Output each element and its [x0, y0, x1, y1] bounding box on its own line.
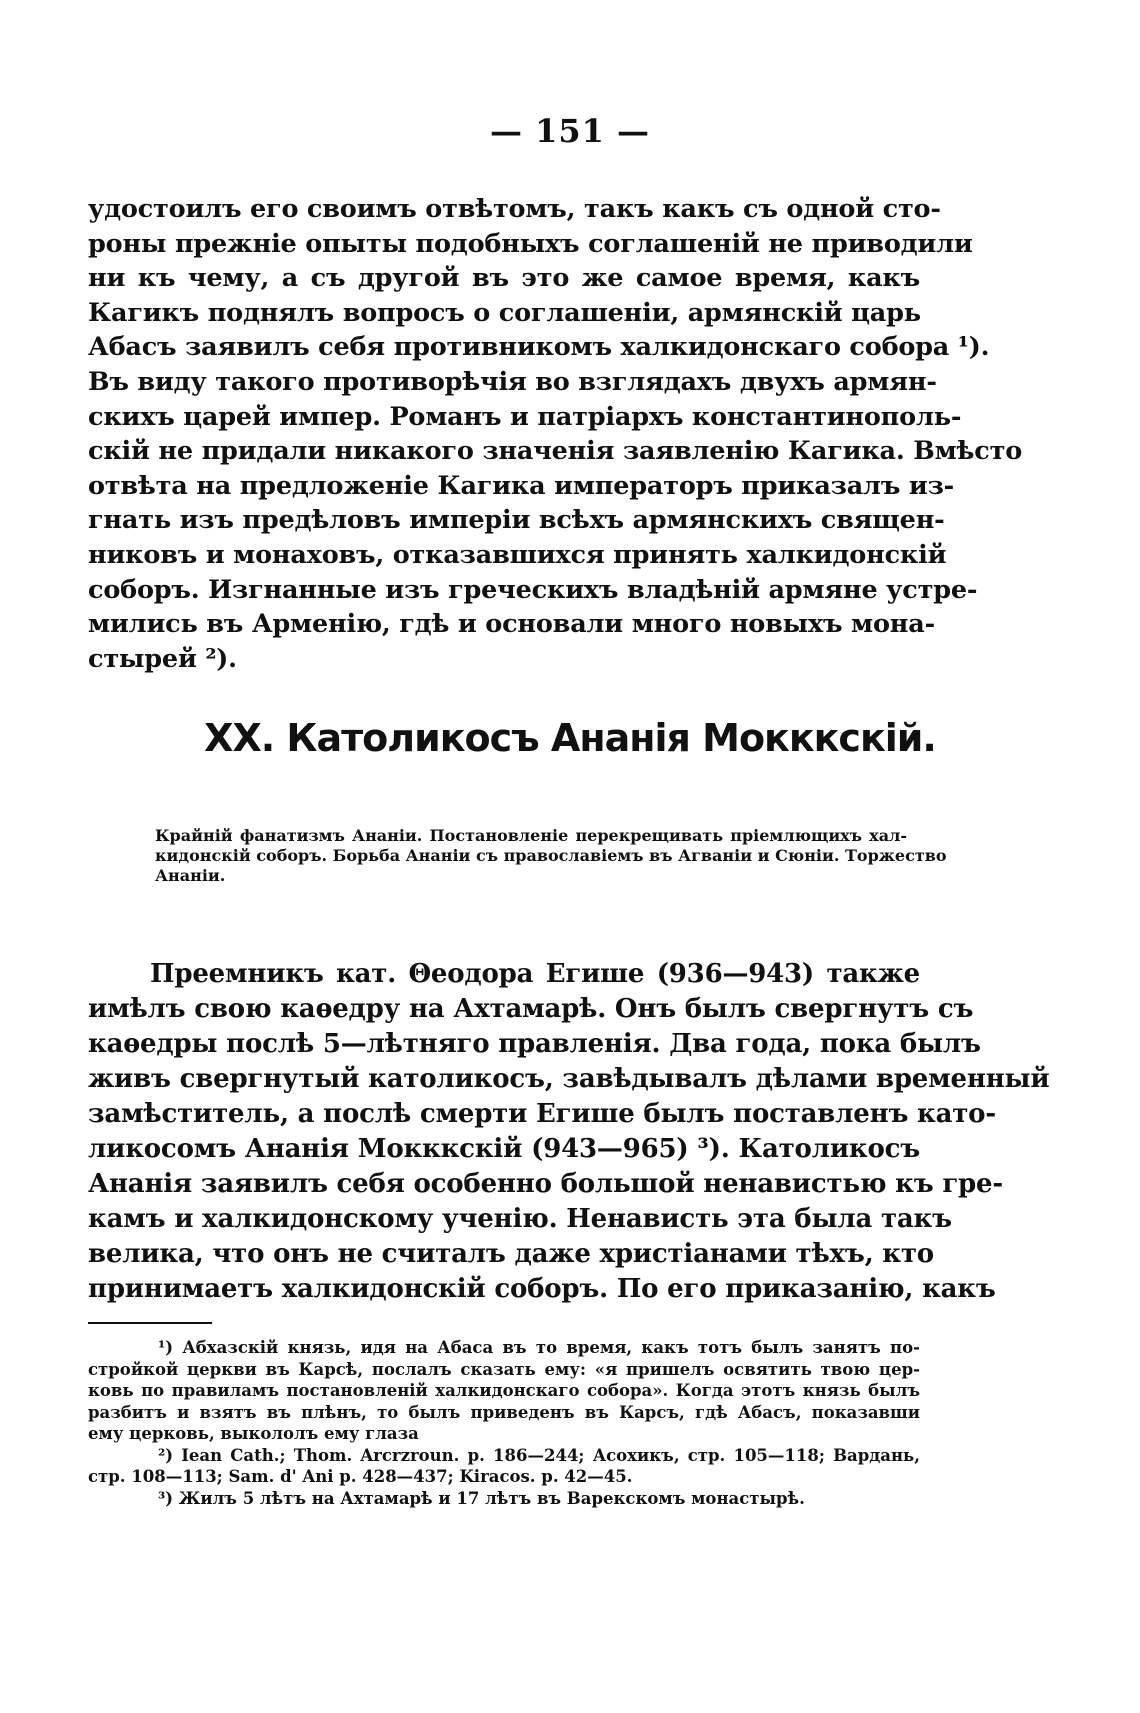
footnote-line: разбитъ и взятъ въ плѣнъ, то былъ приведенъ въ Карсъ, гдѣ Абасъ, показавши: [88, 1402, 920, 1422]
footnote-line: стр. 108—113; Sam. d' Ani p. 428—437; Kiracos. p. 42—45.: [88, 1467, 633, 1486]
text-line: Въ виду такого противорѣчія во взглядахъ двухъ армян-: [88, 366, 937, 397]
page-number: — 151 —: [489, 112, 651, 150]
text-line: никовъ и монаховъ, отказавшихся принять халкидонскій: [88, 539, 947, 570]
text-line: скій не придали никакого значенія заявленію Кагика. Вмѣсто: [88, 436, 1023, 467]
footnote-3: [88, 1488, 920, 1510]
text-line: отвѣта на предложеніе Кагика императоръ приказалъ из-: [88, 470, 955, 501]
text-line: велика, что онъ не считалъ даже христіанами тѣхъ, кто: [88, 1239, 934, 1269]
text-line: удостоилъ его своимъ отвѣтомъ, такъ какъ съ одной сто-: [88, 194, 941, 224]
text-line: ни къ чему, а съ другой въ это же самое время, какъ: [88, 263, 920, 294]
footnote-line: стройкой церкви въ Карсѣ, послалъ сказать ему: «я пришелъ освятить твою цер-: [88, 1359, 920, 1379]
footnotes: [88, 1337, 920, 1509]
text-line: роны прежніе опыты подобныхъ соглашеній не приводили: [88, 228, 973, 259]
text-line: камъ и халкидонскому ученію. Ненависть эта была такъ: [88, 1204, 952, 1234]
body-paragraph-2: [88, 957, 1050, 1307]
text-line: мились въ Арменію, гдѣ и основали много новыхъ мона-: [88, 609, 935, 640]
summary-line: Крайній фанатизмъ Ананіи. Постановленіе перекрещивать пріемлющихъ хал-: [155, 826, 907, 845]
summary-line: Ананіи.: [155, 866, 226, 885]
text-line: Преемникъ кат. Θеодора Егише (936—943) также: [150, 959, 920, 989]
text-line: Ананія заявилъ себя особенно большой ненавистью къ гре-: [88, 1169, 1003, 1199]
text-line: принимаетъ халкидонскій соборъ. По его приказанію, какъ: [88, 1274, 996, 1304]
text-line: замѣститель, а послѣ смерти Егише былъ поставленъ като-: [88, 1099, 996, 1129]
text-line: скихъ царей импер. Романъ и патріархъ константинополь-: [88, 401, 962, 432]
text-line: Абасъ заявилъ себя противникомъ халкидонскаго собора ¹).: [88, 332, 990, 363]
text-line: Кагикъ поднялъ вопросъ о соглашеніи, армянскій царь: [88, 297, 921, 328]
text-line: стырей ²).: [88, 643, 237, 674]
footnote-2: [88, 1445, 920, 1488]
text-line: гнать изъ предѣловъ имперіи всѣхъ армянскихъ священ-: [88, 505, 945, 536]
text-line: каѳедры послѣ 5—лѣтняго правленія. Два года, пока былъ: [88, 1029, 981, 1059]
footnote-line: ковь по правиламъ постановленій халкидонскаго собора». Когда этотъ князь былъ: [88, 1381, 920, 1400]
footnote-line: ¹) Абхазскій князь, идя на Абаса въ то время, какъ тотъ былъ занятъ по-: [158, 1338, 920, 1357]
footnote-divider: [88, 1322, 212, 1324]
footnote-line: ему церковь, выкололъ ему глаза: [88, 1424, 419, 1443]
footnote-line: ³) Жилъ 5 лѣтъ на Ахтамарѣ и 17 лѣтъ въ Варекскомъ монастырѣ.: [158, 1488, 805, 1508]
footnote-line: ²) Iean Cath.; Thom. Arcrzroun. p. 186—244; Асохикъ, стр. 105—118; Вардань,: [158, 1445, 920, 1465]
text-line: соборъ. Изгнанные изъ греческихъ владѣній армяне устре-: [88, 574, 978, 605]
chapter-heading: XX. Католикосъ Ананія Мокккскій.: [204, 716, 936, 760]
footnote-1: [88, 1337, 920, 1445]
body-paragraph-1: [88, 192, 1023, 676]
summary-line: кидонскій соборъ. Борьба Ананіи съ православіемъ въ Агваніи и Сюніи. Торжество: [155, 846, 947, 865]
text-line: живъ свергнутый католикосъ, завѣдывалъ дѣлами временный: [88, 1064, 1050, 1094]
text-line: имѣлъ свою каѳедру на Ахтамарѣ. Онъ былъ свергнутъ съ: [88, 994, 974, 1024]
text-line: ликосомъ Ананія Мокккскій (943—965) ³). Католикосъ: [88, 1134, 920, 1164]
chapter-summary: [155, 826, 947, 886]
